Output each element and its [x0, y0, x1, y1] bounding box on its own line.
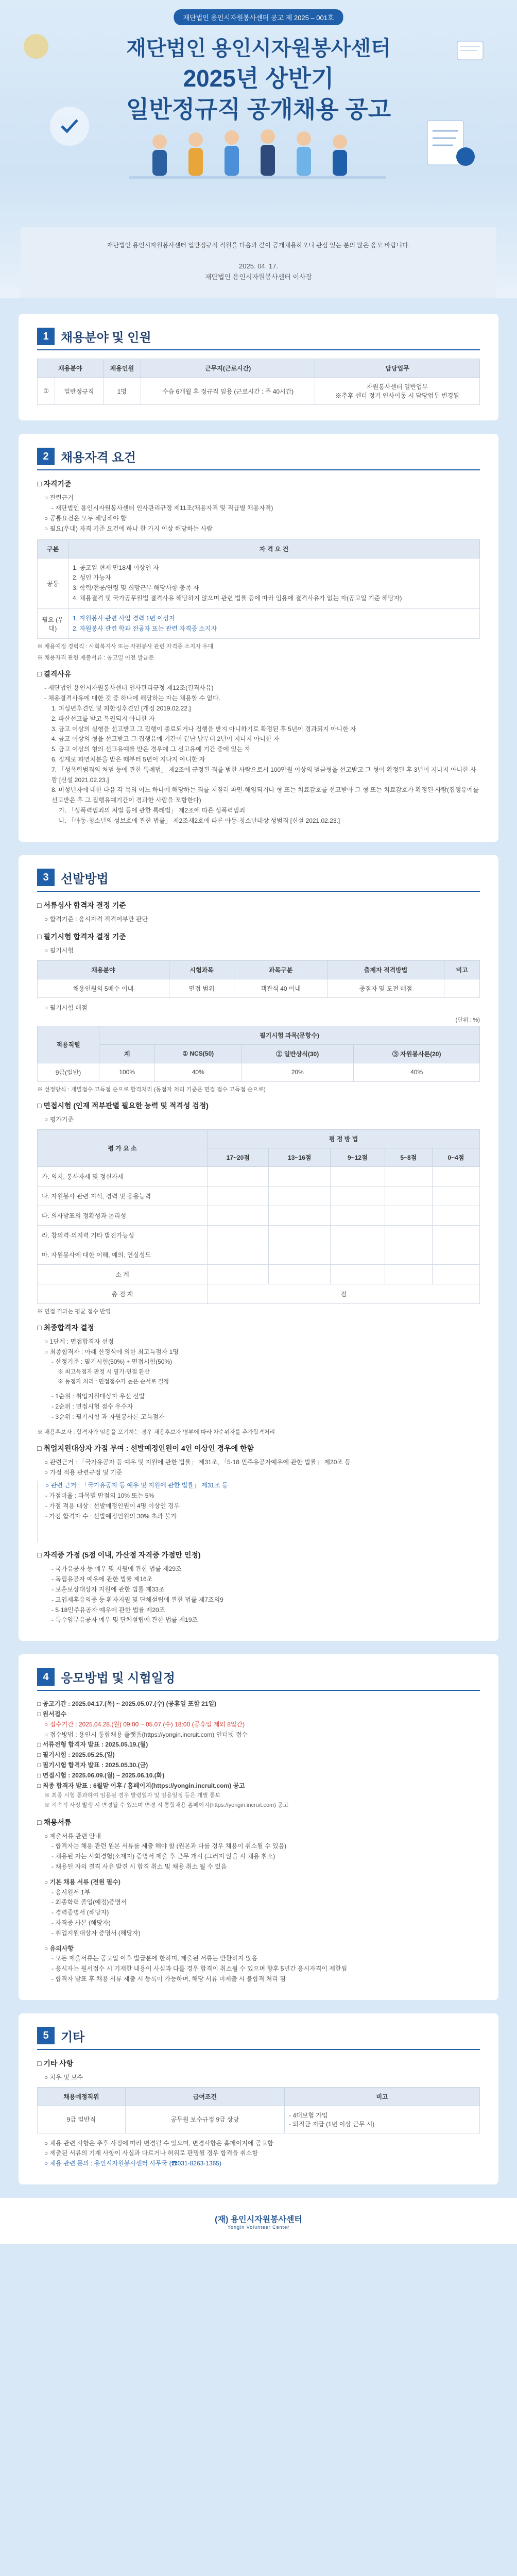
list-item: - 5·18민주유공자 예우에 관한 법률 제20조	[51, 1606, 165, 1614]
table-cell: 일반정규직	[55, 378, 103, 405]
list-item: - 응시자는 원서접수 시 기재한 내용이 사실과 다를 경우 합격이 취소될 수 있으며 향후 5년간 응시자격이 제한됨	[51, 1965, 348, 1973]
table-cell: 공무원 보수규정 9급 상당	[125, 2106, 284, 2133]
list-item: 4. 금고 이상의 형을 선고받고 그 집행유예 기간이 끝난 날부터 2년이 지나지 아니한 자	[51, 735, 280, 743]
table-header: 채용인원	[103, 359, 141, 378]
organization-name: 재단법인 용인시자원봉사센터	[126, 37, 391, 60]
table-header: ① NCS(50)	[155, 1044, 242, 1063]
table-row	[38, 1225, 480, 1245]
subheading	[37, 1443, 480, 1453]
section-number: 4	[37, 1668, 55, 1686]
list-item: ○ 채용 관련 문의 : 용인시자원봉사센터 사무국 (☎031-8263-1365)	[44, 2160, 221, 2167]
section-number: 3	[37, 869, 55, 886]
list-item: ○ 관련근거	[44, 494, 74, 502]
list-item: ※ 최종 시험 통과하여 임용될 경우 발령일자 및 임용일정 등은 개별 통보	[44, 1792, 221, 1799]
people-illustration	[129, 121, 386, 198]
note: ※ 채용예정 경력직 : 사회복지사 또는 자원봉사 관련 자격증 소지자 우대	[37, 643, 214, 650]
table-header: 출제자 적격방법	[327, 961, 444, 979]
table-cell: 다. 의사발표의 정확성과 논리성	[38, 1206, 208, 1225]
table-cell: 9급(일반)	[38, 1063, 99, 1081]
subheading: □ 채용서류	[37, 1818, 72, 1826]
subheading: □ 자격기준	[37, 480, 72, 488]
table-header: 평 정 방 법	[208, 1129, 480, 1148]
list-item: - 재단법인 용인시자원봉사센터 인사관리규정 제11조(채용자격 및 직급별 채용자격)	[51, 504, 273, 512]
table-header: ② 일반상식(30)	[242, 1044, 354, 1063]
table-row	[38, 1063, 480, 1081]
list-item: - 모든 제출서류는 공고일 이후 발급분에 한하며, 제출된 서류는 반환하지 않음	[51, 1955, 258, 1962]
page-title-year: 2025년 상반기	[183, 65, 334, 92]
table-cell: 수습 6개월 후 정규직 임용 (근로시간 : 주 40시간)	[141, 378, 315, 405]
list-item: 5. 금고 이상의 형의 선고유예를 받은 경우에 그 선고유예 기간 중에 있는 자	[51, 745, 251, 753]
table-header: 평 가 요 소	[38, 1129, 208, 1166]
table-header: 적용직렬	[38, 1026, 99, 1063]
list-item: □ 면접시험 : 2025.06.09.(월) ~ 2025.06.10.(화)	[37, 1771, 165, 1779]
list-item: 3. 금고 이상의 실형을 선고받고 그 집행이 종료되거나 집행을 받지 아니하기로 확정된 후 5년이 경과되지 아니한 자	[51, 725, 356, 733]
subheading: □ 기타 사항	[37, 2059, 74, 2067]
footer-logo: (재) 용인시자원봉사센터	[215, 2215, 302, 2224]
list-item: - 3순위 : 필기시험 과 자원봉사론 고득점자	[51, 1413, 165, 1421]
table-row	[38, 1284, 480, 1303]
table-cell: 마. 자원봉사에 대한 이해, 예의, 연실성도	[38, 1245, 208, 1264]
list-item: □ 공고기간 : 2025.04.17.(목) ~ 2025.05.07.(수) (공휴일 포함 21일)	[37, 1700, 217, 1708]
list-item: ○ 1단계 : 면접합격자 선정	[44, 1337, 114, 1345]
table-row	[38, 2106, 480, 2133]
notice-section	[0, 227, 517, 298]
table-header: 계	[99, 1044, 155, 1063]
table-header: 필기시험 과목(문항수)	[99, 1026, 480, 1044]
table-header: 13~16점	[269, 1148, 330, 1166]
subheading: □ 자격증 가점 (5점 이내, 가산점 자격증 가점만 인정)	[37, 1551, 201, 1560]
section-selection-method	[19, 855, 498, 1641]
list-item: 2. 성인 가능자	[73, 574, 111, 582]
notice-date: 2025. 04. 17.	[239, 262, 278, 270]
table-cell: 40%	[155, 1063, 242, 1081]
footer	[0, 2198, 517, 2244]
table-cell: 나. 자원봉사 관련 지식, 경력 및 응용능력	[38, 1186, 208, 1206]
footer-english: Yongin Volunteer Center	[227, 2224, 290, 2230]
list-item: - 최종학력 졸업(예정)증명서	[51, 1899, 127, 1906]
list-item: - 국가유공자 등 예우 및 지원에 관한 법률 제29조	[51, 1565, 182, 1573]
table-cell: 9급 일반직	[38, 2106, 126, 2133]
table-cell: ①	[38, 378, 55, 405]
table-row	[38, 558, 480, 608]
table-header: 근무지(근로시간)	[141, 359, 315, 378]
section-number: 1	[37, 328, 55, 345]
section-title: 응모방법 및 시험일정	[61, 1671, 175, 1686]
list-item: ○ 합격기준 : 응시자격 적격여부만 판단	[44, 915, 148, 923]
table-row	[38, 1245, 480, 1264]
list-item: 1. 공고일 현재 만18세 이상인 자	[73, 564, 159, 571]
list-item: □ 서류전형 합격자 발표 : 2025.05.19.(월)	[37, 1741, 148, 1749]
list-item: - 1순위 : 취업지원대상자 우선 선발	[51, 1393, 145, 1400]
table-header: 급여조건	[125, 2087, 284, 2106]
list-item: - 독립유공자 예우에 관한 법률 제16조	[51, 1575, 153, 1583]
list-item: - 가점 적용 대상 : 선발예정인원이 4명 이상인 경우	[45, 1502, 180, 1510]
list-item: 가. 「성폭력범죄의 처벌 등에 관한 특례법」 제2조에 따른 성폭력범죄	[59, 806, 246, 814]
list-item: ○ 공통요건은 모두 해당해야 함	[44, 514, 127, 522]
list-item: - 가점비율 : 과목별 만점의 10% 또는 5%	[45, 1492, 154, 1500]
table-cell	[68, 558, 480, 608]
list-item: ※ 동점자 처리 : 면접점수가 높은 순서로 결정	[58, 1378, 169, 1385]
table-row	[38, 1206, 480, 1225]
list-item: ○ 유의사항	[44, 1944, 74, 1952]
list-item	[37, 1481, 480, 1543]
section-number: 2	[37, 448, 55, 465]
note: ※ 채용자격 관련 제출서류 : 공고일 이전 발급분	[37, 655, 154, 662]
table-cell: 40%	[354, 1063, 480, 1081]
note: ※ 면접 결과는 평균 점수 반영	[37, 1308, 111, 1315]
list-item: - 응시원서 1부	[51, 1888, 91, 1896]
table-cell: 1명	[103, 378, 141, 405]
list-item: - 고엽제후유의증 등 환자지원 및 단체설립에 관한 법률 제7조의9	[51, 1596, 223, 1603]
table-cell: 객관식 40 이내	[234, 979, 327, 998]
table-cell: 100%	[99, 1063, 155, 1081]
list-item: ○ 필기시험 배점	[44, 1004, 88, 1012]
table-header: 채용분야	[38, 359, 104, 378]
table-cell	[68, 608, 480, 639]
table-header: 채용예정직위	[38, 2087, 126, 2106]
table-cell: 20%	[242, 1063, 354, 1081]
list-item: - 2순위 : 면접시험 점수 우수자	[51, 1403, 133, 1411]
section-misc	[19, 2013, 498, 2184]
list-item: □ 필기시험 : 2025.05.25.(일)	[37, 1751, 115, 1759]
table-cell: 면접 범위	[169, 979, 234, 998]
table-header: 자 격 요 건	[68, 539, 480, 558]
score-weight-table	[37, 1026, 480, 1082]
list-item: - 합격자는 채용 관련 원본 서류를 제출 해야 할 (원본과 다를 경우 채용이 취소될 수 있음)	[51, 1842, 287, 1850]
list-item: □ 필기시험 합격자 발표 : 2025.05.30.(금)	[37, 1761, 148, 1769]
list-item: 4. 채용결격 및 국가공무원법 결격사유 해당하지 않으며 관련 법률 등에 따라 임용에 결격사유가 없는 자(공고일 기준 해당자)	[73, 594, 402, 602]
list-item: ○ 제출서류 관련 안내	[44, 1832, 101, 1840]
notice-box	[21, 227, 496, 298]
table-cell: 소 계	[38, 1264, 208, 1284]
notice-number-badge: 재단법인 용인시자원봉사센터 공고 제 2025 – 001호	[174, 9, 343, 25]
notice-signature: 재단법인 용인시자원봉사센터 이사장	[204, 273, 313, 281]
table-header: 9~12점	[330, 1148, 385, 1166]
written-exam-table	[37, 960, 480, 998]
notice-body: 재단법인 용인시자원봉사센터 일반정규직 직원을 다음과 같이 공개채용하오니 관심 있는 분의 많은 응모 바랍니다.	[107, 242, 410, 249]
unit-label: (단위 : %)	[455, 1016, 480, 1023]
table-header: 5~8점	[385, 1148, 432, 1166]
list-item: 2. 자원봉사 관련 학과 전공자 또는 관련 자격증 소지자	[73, 624, 217, 632]
table-row	[38, 608, 480, 639]
list-item: ○ 접수방법 : 용인시 통합채용 플랫폼(https://yongin.incruit.com) 인터넷 접수	[44, 1731, 248, 1738]
subheading: □ 필기시험 합격자 결정 기준	[37, 933, 126, 941]
note: ※ 선정방식 : 개별점수 고득점 순으로 합격처리 (동점자 처리 기준은 면접 점수 고득점 순으로)	[37, 1086, 266, 1093]
subheading-text: □ 취업지원대상자 가점 부여 : 선발예정인원이 4인 이상인 경우에 한함	[37, 1444, 254, 1452]
list-item: 3. 학력/전공/연령 및 희망근무 해당사항 충족 자	[73, 584, 199, 592]
table-header: 담당업무	[315, 359, 480, 378]
list-item: ○ 관련 근거 : 「국가유공자 등 예우 및 지원에 관한 법률」 제31조 등	[45, 1482, 228, 1489]
table-row	[38, 979, 480, 998]
section-application-schedule	[19, 1654, 498, 2000]
subheading: □ 결격사유	[37, 670, 72, 679]
list-item: - 경력증명서 (해당자)	[51, 1909, 109, 1917]
table-cell	[444, 979, 480, 998]
list-item: - 취업지원대상자 증명서 (해당자)	[51, 1929, 141, 1937]
section-number: 5	[37, 2027, 55, 2044]
table-header: 시험과목	[169, 961, 234, 979]
table-cell: 중점자 및 도전 배점	[327, 979, 444, 998]
table-header: ③ 자원봉사론(20)	[354, 1044, 480, 1063]
interview-table	[37, 1129, 480, 1304]
content-wrap	[0, 298, 517, 2184]
section-title: 기타	[61, 2030, 85, 2044]
section-recruitment-field	[19, 314, 498, 420]
table-cell: - 4대보험 가입 - 퇴직금 지급 (1년 이상 근무 시)	[285, 2106, 480, 2133]
list-item: - 합격자 발표 후 채용 서류 제출 시 등록이 가능하며, 해당 서류 미제출 시 불합격 처리 됨	[51, 1975, 286, 1983]
list-item: - 특수임무유공자 예우 및 단체설립에 관한 법률 제19조	[51, 1616, 198, 1624]
list-item: ○ 가점 적용 관련규정 및 기준	[44, 1468, 123, 1476]
list-item: 1. 자원봉사 관련 사업 경력 1년 이상자	[73, 614, 175, 622]
table-header: 구분	[38, 539, 68, 558]
table-header: 채용분야	[38, 961, 169, 979]
section-title: 채용자격 요건	[61, 451, 136, 465]
section-title: 선발방법	[61, 872, 109, 886]
list-item: - 보훈보상대상자 지원에 관한 법률 제33조	[51, 1586, 165, 1594]
table-cell: 자원봉사센터 일반업무 ※추후 센터 정기 인사이동 시 담당업무 변경됨	[315, 378, 480, 405]
list-item: 7. 「성폭력범죄의 처벌 등에 관한 특례법」 제2조에 규정된 죄를 범한 사람으로서 100만원 이상의 벌금형을 선고받고 그 형이 확정된 후 3년이 지나지 아니한 사람 [신설 2021.02.23.]	[51, 766, 476, 784]
salary-table	[37, 2087, 480, 2133]
list-item: ※ 지속적 사정 발생 시 변경될 수 있으며 변경 시 통합채용 홈페이지(https://yongin.incruit.com) 공고	[44, 1802, 289, 1808]
table-cell: 공통	[38, 558, 68, 608]
table-header: 17~20점	[208, 1148, 269, 1166]
list-item: - 채용된 자의 결격 사유 발견 시 합격 취소 및 채용 취소 될 수 있음	[51, 1863, 227, 1871]
list-item: □ 원서접수	[37, 1710, 66, 1718]
list-item: - 채용된 자는 사회경험(소재지) 증명서 제출 후 근무 개시 (그러지 않을 시 채용 취소)	[51, 1853, 275, 1860]
section-qualifications	[19, 434, 498, 841]
list-item: 8. 미성년자에 대한 다음 각 목의 어느 하나에 해당하는 죄를 저질러 파면·해임되거나 형 또는 치료감호를 선고받아 그 형 또는 치료감호가 확정된 사람(집행유예를 선고받은 후 그 집행유예기간이 경과한 사람을 포함한다)	[51, 786, 479, 804]
table-row	[38, 1264, 480, 1284]
recruitment-table	[37, 359, 480, 405]
list-item: - 산정기준 : 필기시험(50%) + 면접시험(50%)	[51, 1358, 173, 1366]
list-item: ○ 기본 채용 서류 (전원 필수)	[44, 1878, 120, 1886]
table-cell: 채용인원의 5배수 이내	[38, 979, 169, 998]
table-header: 비고	[444, 961, 480, 979]
list-item: 1. 피성년후견인 및 피한정후견인 [개정 2019.02.22.]	[51, 704, 191, 712]
note: ※ 채용후보자 : 합격자가 임용을 포기하는 경우 채용후보자 명부에 따라 차순위자를 추가합격처리	[37, 1429, 275, 1435]
table-cell: 가. 의지, 봉사자세 및 정신자세	[38, 1166, 208, 1186]
list-item: - 재단법인 용인시자원봉사센터 인사관리규정 제12조(결격사유)	[44, 684, 214, 692]
list-item: ○ 제출된 서류의 기재 사항이 사실과 다르거나 허위로 판명될 경우 합격을 취소함	[44, 2149, 258, 2157]
list-item: - 가점 합격자 수 : 선발예정인원의 30% 초과 불가	[45, 1512, 177, 1520]
list-item: ※ 최고득점자 판정 시 필기·면접 환산	[58, 1369, 150, 1376]
table-header: 0~4점	[432, 1148, 479, 1166]
table-cell: 라. 창의력·의지력 기타 발전가능성	[38, 1225, 208, 1245]
list-item: ○ 필요(우대) 자격 기준 요건에 하나 한 가지 이상 해당하는 사람	[44, 524, 213, 532]
table-row	[38, 1166, 480, 1186]
subheading: □ 서류심사 합격자 결정 기준	[37, 901, 126, 909]
list-item: ○ 필기시험	[44, 947, 74, 955]
qualification-table	[37, 539, 480, 639]
list-item: ○ 접수기간 : 2025.04.28.(월) 09:00 ~ 05.07.(수) 18:00 (공휴일 제외 8일간)	[44, 1720, 245, 1728]
list-item: ○ 처우 및 보수	[44, 2073, 83, 2081]
list-item: ○ 관련근거 : 「국가유공자 등 예우 및 지원에 관한 법률」 제31조, 「5·18 민주유공자예우에 관한 법률」 제20조 등	[44, 1458, 351, 1466]
page-title: 일반정규직 공개채용 공고	[126, 96, 391, 123]
list-item: - 채용결격사유에 대한 것 중 하나에 해당하는 자는 채용할 수 없다.	[44, 694, 221, 702]
table-header: 비고	[285, 2087, 480, 2106]
table-header: 과목구분	[234, 961, 327, 979]
list-item: 2. 파산선고를 받고 복권되지 아니한 자	[51, 715, 155, 722]
list-item: ○ 채용 관련 사항은 추후 사정에 따라 변경될 수 있으며, 변경사항은 홈페이지에 공고함	[44, 2139, 273, 2147]
list-item: ○ 평가기준	[44, 1115, 74, 1123]
table-cell: 총 점 계	[38, 1284, 208, 1303]
table-cell: 점	[208, 1284, 480, 1303]
list-item: □ 최종 합격자 발표 : 6월말 이후 / 홈페이지(https://yongin.incruit.com) 공고	[37, 1782, 245, 1789]
table-cell: 필요 (우대)	[38, 608, 68, 639]
subheading: □ 최종합격자 결정	[37, 1323, 94, 1332]
subheading: □ 면접시험 (인재 적부판별 필요한 능력 및 적격성 검정)	[37, 1101, 209, 1110]
table-row	[38, 378, 480, 405]
list-item: 6. 징계로 파면처분을 받은 때부터 5년이 지나지 아니한 자	[51, 755, 205, 763]
list-item: - 자격증 사본 (해당자)	[51, 1919, 111, 1927]
list-item: 나. 「아동·청소년의 성보호에 관한 법률」 제2조제2호에 따른 아동·청소년대상 성범죄 [신설 2021.02.23.]	[59, 817, 340, 824]
list-item: ○ 최종합격자 : 아래 산정식에 의한 최고득점자 1명	[44, 1348, 179, 1355]
table-row	[38, 1186, 480, 1206]
section-title: 채용분야 및 인원	[61, 331, 151, 345]
